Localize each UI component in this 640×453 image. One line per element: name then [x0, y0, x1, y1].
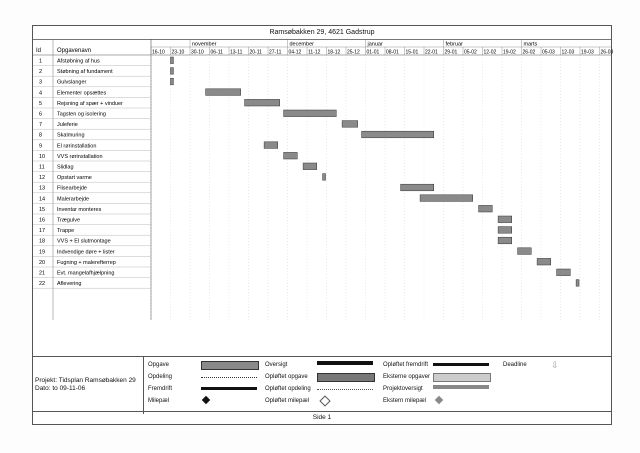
- task-id: 9: [39, 143, 43, 150]
- task-bar: [284, 110, 337, 117]
- month-label: december: [289, 41, 314, 48]
- task-id: 16: [39, 217, 46, 224]
- week-label: 12-03: [561, 49, 575, 56]
- legend-eksterne-opgaver: Eksterne opgaver: [383, 374, 431, 380]
- week-label: 12-02: [483, 49, 497, 56]
- task-name: Støbning af fundament: [57, 69, 113, 76]
- page-title: Ramsøbakken 29, 4621 Gadstrup: [33, 26, 611, 40]
- week-label: 27-11: [269, 49, 282, 56]
- week-label: 16-10: [152, 49, 165, 56]
- task-name: Slidlag: [57, 164, 74, 171]
- task-name: Aflevering: [57, 281, 82, 288]
- legend-oploeftet-milepael-diamond: [319, 395, 330, 406]
- month-label: november: [192, 41, 217, 48]
- task-id: 8: [39, 132, 43, 139]
- week-label: 05-03: [542, 49, 555, 56]
- week-label: 25-12: [347, 49, 360, 56]
- legend-oversigt-swatch: [317, 361, 373, 365]
- task-bar: [498, 216, 512, 223]
- task-bar: [498, 237, 512, 244]
- legend-opdeling-swatch: [201, 377, 257, 378]
- week-label: 23-10: [171, 49, 185, 56]
- legend-eksterne-swatch: [433, 373, 491, 382]
- gantt-chart: [33, 39, 614, 379]
- project-info: [35, 377, 145, 393]
- task-id: 17: [39, 228, 46, 235]
- task-name: Indvendige døre + lister: [57, 249, 115, 256]
- legend-milepael-diamond: [202, 396, 210, 404]
- page-footer: Side 1: [33, 411, 611, 424]
- task-bar: [245, 99, 280, 106]
- week-label: 22-01: [425, 49, 438, 56]
- task-bar: [264, 142, 278, 149]
- project-name: Projekt: Tidsplan Ramsøbakken 29: [35, 377, 136, 384]
- month-label: februar: [445, 41, 463, 48]
- task-id: 19: [39, 249, 46, 256]
- task-name: Afstøbning af hus: [57, 58, 100, 65]
- legend-oploeftet-opgave: Opløftet opgave: [265, 374, 308, 380]
- week-label: 29-01: [444, 49, 458, 56]
- task-name: Tagsten og isolering: [57, 111, 106, 118]
- legend-oploeftet-opdeling: Opløftet opdeling: [265, 386, 311, 392]
- week-label: 01-01: [366, 49, 380, 56]
- task-bar: [362, 131, 434, 138]
- week-label: 11-12: [308, 49, 321, 56]
- task-bar: [206, 89, 241, 96]
- task-name: Opstart varme: [57, 175, 92, 182]
- legend-box: [33, 356, 611, 414]
- legend-projektoversigt-swatch: [433, 385, 489, 389]
- legend-milepael: Milepæl: [148, 398, 170, 404]
- task-id: 14: [39, 196, 46, 203]
- task-bar: [401, 184, 434, 191]
- task-id: 12: [39, 175, 46, 182]
- task-bar: [576, 280, 579, 287]
- task-name: Flisearbejde: [57, 185, 87, 192]
- week-label: 30-10: [191, 49, 204, 56]
- task-id: 22: [39, 281, 46, 288]
- task-id: 4: [39, 90, 43, 97]
- legend-ekstern-milepael-diamond: [435, 396, 443, 404]
- column-id-header: Id: [36, 48, 42, 54]
- task-bar: [284, 152, 298, 159]
- task-bar: [479, 205, 493, 212]
- task-id: 1: [39, 58, 43, 65]
- task-bar: [171, 68, 174, 75]
- legend-oploeftet-milepael: Opløftet milepæl: [265, 398, 310, 404]
- week-label: 18-12: [327, 49, 341, 56]
- task-id: 15: [39, 206, 46, 213]
- week-label: 26-02: [522, 49, 536, 56]
- task-id: 11: [39, 164, 45, 171]
- task-id: 3: [39, 79, 43, 86]
- task-name: Skalmuring: [57, 132, 85, 139]
- task-bar: [171, 57, 174, 64]
- week-label: 19-02: [503, 49, 516, 56]
- task-name: Trappe: [57, 228, 75, 235]
- week-label: 26-03: [600, 49, 614, 56]
- task-name: VVS rørinstallation: [57, 153, 103, 160]
- task-name: Juleferie: [57, 122, 78, 129]
- task-bar: [537, 258, 551, 265]
- legend-ekstern-milepael: Ekstern milepæl: [383, 398, 427, 404]
- legend-deadline: Deadline: [503, 362, 527, 368]
- task-bar: [557, 269, 571, 276]
- task-name: VVS + El slutmontage: [57, 238, 111, 245]
- task-id: 20: [39, 259, 46, 266]
- task-bar: [498, 227, 512, 234]
- month-label: januar: [367, 41, 383, 48]
- legend-fremdrift-swatch: [201, 387, 257, 390]
- task-bar: [303, 163, 317, 170]
- week-label: 06-11: [210, 49, 223, 56]
- legend-oploeftet-fremdrift-swatch: [433, 363, 489, 366]
- task-id: 18: [39, 238, 46, 245]
- gantt-page: [32, 25, 612, 425]
- legend-oploeftet-opdeling-swatch: [317, 389, 373, 390]
- month-label: marts: [523, 41, 538, 48]
- legend-oploeftet-fremdrift: Opløftet fremdrift: [383, 362, 429, 368]
- task-bar: [342, 121, 358, 128]
- task-name: El rørinstallation: [57, 143, 97, 150]
- legend-opgave-swatch: [201, 361, 259, 370]
- task-name: Malerarbejde: [57, 196, 90, 203]
- week-label: 05-02: [464, 49, 477, 56]
- task-id: 13: [39, 185, 46, 192]
- task-name: Trægulve: [57, 217, 81, 224]
- task-id: 2: [39, 69, 43, 76]
- task-name: Evt. mangelafhjælpning: [57, 270, 115, 277]
- task-name: Fugning + malerefterrep: [57, 259, 116, 266]
- legend-opgave: Opgave: [148, 362, 170, 368]
- task-bar: [518, 248, 532, 255]
- task-id: 7: [39, 122, 43, 129]
- task-id: 10: [39, 153, 46, 160]
- task-name: Inventar monteres: [57, 206, 102, 213]
- task-bar: [323, 174, 326, 181]
- task-bar: [420, 195, 473, 202]
- task-id: 6: [39, 111, 43, 118]
- legend-oversigt: Oversigt: [265, 362, 288, 368]
- deadline-arrow-icon: ⇩: [551, 360, 559, 370]
- project-date: Dato: to 09-11-06: [35, 385, 86, 392]
- week-label: 04-12: [288, 49, 302, 56]
- legend-opdeling: Opdeling: [148, 374, 173, 380]
- task-bar: [171, 78, 174, 85]
- gantt-svg: [33, 39, 614, 357]
- task-name: Gulvslanger: [57, 79, 87, 86]
- task-name: Elementer opsættes: [57, 90, 107, 97]
- legend-fremdrift: Fremdrift: [148, 386, 172, 392]
- legend-oploeftet-opgave-swatch: [317, 373, 375, 382]
- week-label: 15-01: [405, 49, 419, 56]
- legend-projektoversigt: Projektoversigt: [383, 386, 423, 392]
- task-name: Rejsning af spær + vinduer: [57, 100, 123, 107]
- task-id: 5: [39, 100, 43, 107]
- week-label: 19-03: [581, 49, 594, 56]
- week-label: 20-11: [249, 49, 262, 56]
- task-id: 21: [39, 270, 46, 277]
- column-name-header: Opgavenavn: [57, 48, 92, 54]
- week-label: 08-01: [386, 49, 399, 56]
- week-label: 13-11: [230, 49, 243, 56]
